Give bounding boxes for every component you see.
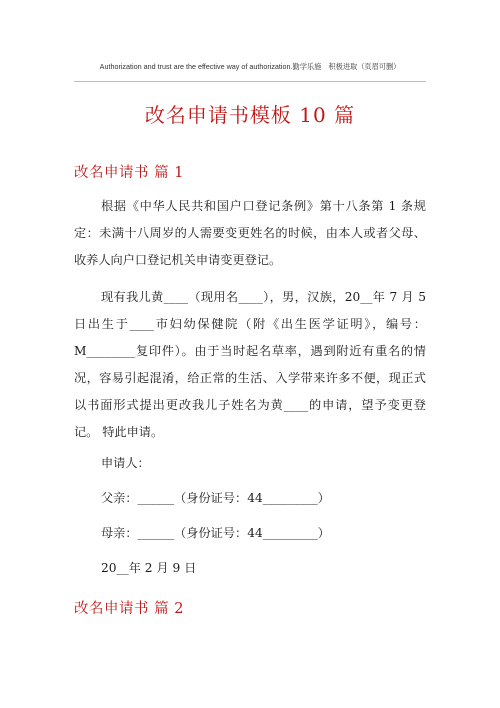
section-1-paragraph-2: 现有我儿黄____（现用名____），男，汉族，20__年 7 月 5 日出生于____市妇幼保健院（附《出生医学证明》，编号：M________复印件）。由于当时起名草率，遇到附近有重名的情况，容易引起混淆，给正常的生活、入学带来许多不便，现正式以书面形式提出更改我儿子姓名为黄____的申请，望予变更登记。 特此申请。 — [74, 290, 426, 439]
section-1-paragraph-1: 根据《中华人民共和国户口登记条例》第十八条第 1 条规定：未满十八周岁的人需要变更姓名的时候，由本人或者父母、收养人向户口登记机关申请变更登记。 — [74, 199, 426, 267]
section-1-heading: 改名申请书 篇 1 — [74, 165, 184, 181]
mother-line: 母亲：______（身份证号：44_________） — [101, 526, 330, 540]
section-2-heading: 改名申请书 篇 2 — [74, 601, 184, 617]
applicant-label: 申请人： — [101, 456, 150, 470]
document-title: 改名申请书模板 10 篇 — [144, 103, 356, 127]
header-divider — [74, 81, 426, 82]
father-line: 父亲：______（身份证号：44_________） — [101, 491, 330, 505]
application-date: 20__年 2 月 9 日 — [101, 561, 197, 575]
page-header-note: Authorization and trust are the effective way of authorization.勤学乐施 积极进取（页眉可删） — [99, 62, 401, 71]
